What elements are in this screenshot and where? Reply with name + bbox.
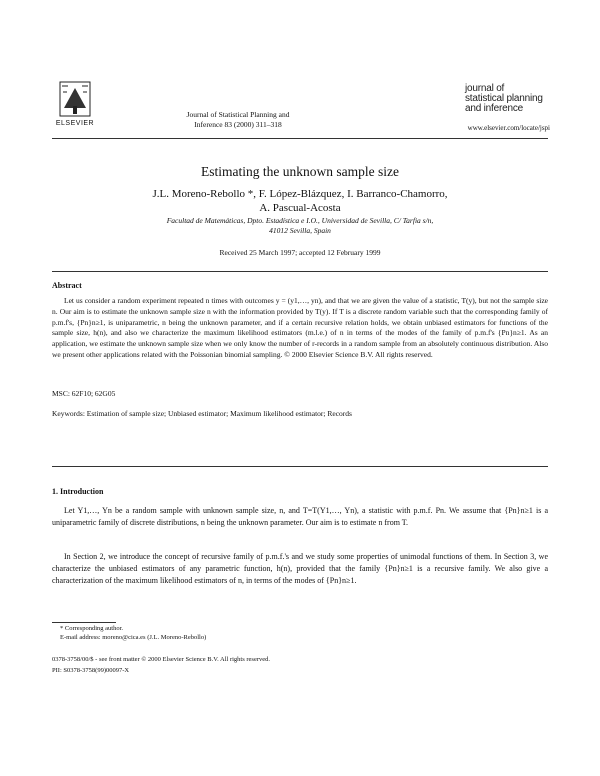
- journal-url[interactable]: www.elsevier.com/locate/jspi: [467, 124, 550, 132]
- footnote-divider: [52, 622, 116, 623]
- authors-line2: A. Pascual-Acosta: [259, 202, 341, 214]
- journal-info-line1: Journal of Statistical Planning and: [186, 110, 290, 119]
- affiliation: [52, 216, 548, 236]
- journal-logo: [465, 84, 550, 120]
- affiliation-line1: Facultad de Matemáticas, Dpto. Estadística e I.O., Universidad de Sevilla, C/ Tarfia s/n,: [166, 216, 434, 225]
- abstract-heading: Abstract: [52, 281, 82, 290]
- introduction-paragraph-2: In Section 2, we introduce the concept of recursive family of p.m.f.'s and we study some properties of unimodal functions of them. In Section 3, we characterize the unbiased estimators of any parametric function, h(n), provided that the family {Pn}n≥1 is a recursive family. We also give a characterization of the maximum likelihood estimators of n, in terms of the modes of {Pn}n≥1.: [52, 552, 548, 585]
- article-title: Estimating the unknown sample size: [201, 164, 399, 179]
- affiliation-line2: 41012 Sevilla, Spain: [269, 226, 331, 235]
- pii-line: PII: S0378-3758(99)00097-X: [52, 667, 130, 674]
- publisher-name: ELSEVIER: [55, 120, 95, 127]
- abstract-top-divider: [52, 271, 548, 272]
- introduction-heading: 1. Introduction: [52, 487, 104, 496]
- msc-codes: MSC: 62F10; 62G05: [52, 389, 116, 398]
- received-dates: Received 25 March 1997; accepted 12 February 1999: [219, 248, 381, 257]
- keywords: Keywords: Estimation of sample size; Unbiased estimator; Maximum likelihood estimator; Records: [52, 409, 352, 418]
- introduction-paragraph-1: Let Y1,…, Yn be a random sample with unknown sample size, n, and T=T(Y1,…, Yn), a statistic with p.m.f. Pn. We assume that {Pn}n≥1 is a uniparametric family of discrete distributions, n being the unknown parameter. Our aim is to estimate n from T.: [52, 506, 548, 527]
- journal-logo-line2: statistical planning: [465, 93, 543, 104]
- copyright-line: 0378-3758/00/$ - see front matter © 2000 Elsevier Science B.V. All rights reserved.: [52, 656, 271, 663]
- journal-citation: [175, 110, 301, 130]
- header-divider: [52, 138, 548, 139]
- abstract-bottom-divider: [52, 466, 548, 467]
- corresponding-author-note: * Corresponding author.: [60, 625, 124, 632]
- abstract-text: Let us consider a random experiment repeated n times with outcomes y = (y1,…, yn), and that we are given the value of a statistic, T(y), but not the sample size n. Our aim is to estimate the unknown sample size n with the information provided by T(y). If T is a discrete random variable such that the corresponding family of p.m.f's, {Pn}n≥1, is uniparametric, n being the unknown parameter, and if a certain recursive relation holds, we obtain unbiased estimators for functions of the sample size, h(n), and also we characterize the maximum likelihood estimators (m.l.e.) of n in terms of the modes of the family of p.m.f's {Pn}n≥1. As an application, we estimate the unknown sample size when we only know the number of r-records in a random sample from an absolutely continuous distribution. Also we present other applications related with the Poissonian binomial sampling. © 2000 Elsevier Science B.V. All rights reserved.: [52, 296, 548, 359]
- elsevier-logo: [52, 78, 98, 132]
- email-note: E-mail address: moreno@cica.es (J.L. Moreno-Rebollo): [60, 634, 207, 641]
- authors-line1: J.L. Moreno-Rebollo *, F. López-Blázquez, I. Barranco-Chamorro,: [152, 188, 448, 200]
- journal-logo-line1: journal of: [465, 83, 505, 94]
- authors: [52, 187, 548, 215]
- journal-logo-line3: and inference: [465, 103, 524, 114]
- journal-info-line2: Inference 83 (2000) 311–318: [194, 120, 282, 129]
